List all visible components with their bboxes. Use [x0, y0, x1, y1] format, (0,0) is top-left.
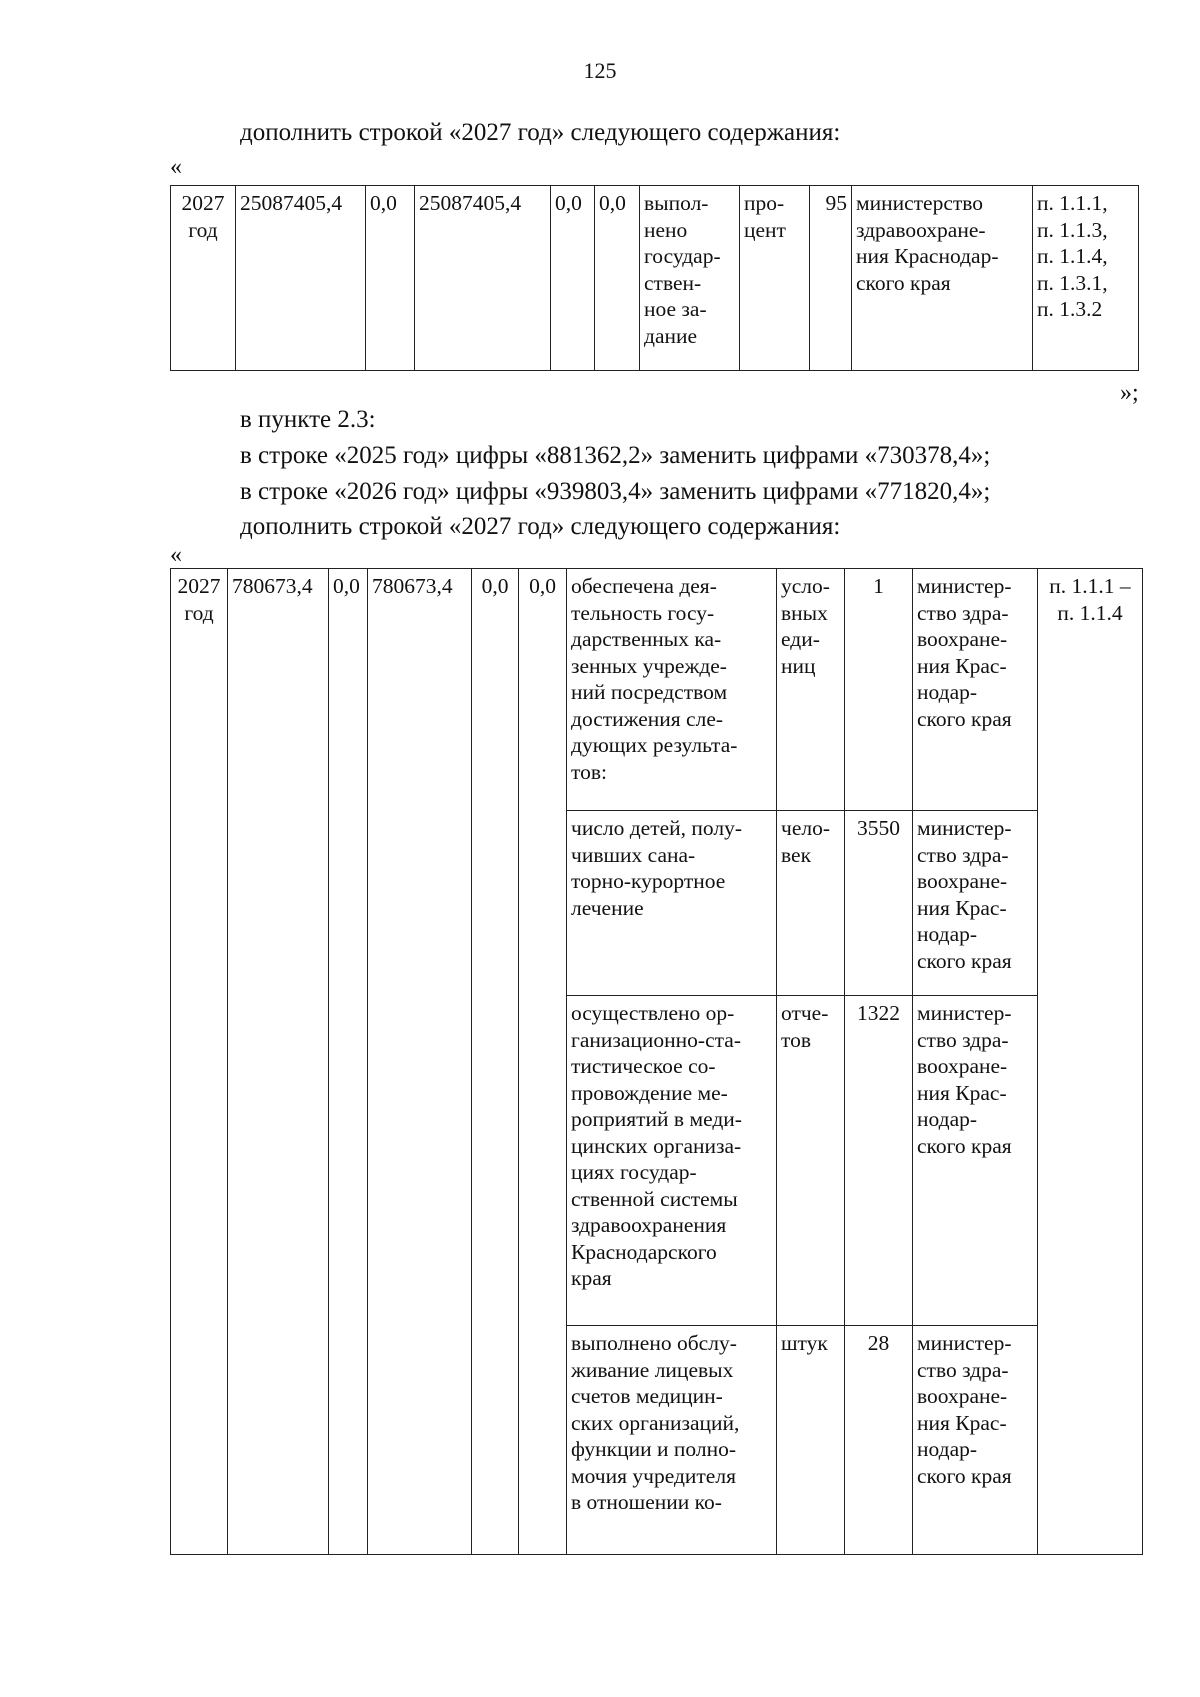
intro-paragraph-1: дополнить строкой «2027 год» следующего содержания:: [240, 119, 841, 146]
unit-cell: отче- тов: [777, 996, 845, 1326]
executor-cell: министер- ство здра- воохране- ния Крас- нодар- ского края: [913, 996, 1038, 1326]
unit-cell: чело- век: [777, 811, 845, 996]
total-cell: 25087405,4: [236, 186, 366, 371]
result-cell: осуществлено ор- ганизационно-ста- тистическое со- провождение ме- роприятий в меди- цинских организа- циях государ- ственной системы здравоохранения Краснодарского края: [567, 996, 777, 1326]
amount-cell-5: 0,0: [595, 186, 640, 371]
result-cell: выполнено обслу- живание лицевых счетов медицин- ских организаций, функции и полно- мочия учредителя в отношении ко-: [567, 1326, 777, 1555]
table-2027-row-2: [170, 568, 1143, 1555]
open-quote-2: «: [170, 542, 182, 568]
result-cell: выпол- нено государ- ствен- ное за- дание: [640, 186, 740, 371]
unit-cell: усло- вных еди- ниц: [777, 569, 845, 811]
value-cell: 1: [845, 569, 913, 811]
reference-cell: п. 1.1.1 – п. 1.1.4: [1038, 569, 1143, 1555]
result-cell: обеспечена дея- тельность госу- дарственных ка- зенных учрежде- ний посредством достижения сле- дующих результа- тов:: [567, 569, 777, 811]
reference-cell: п. 1.1.1, п. 1.1.3, п. 1.1.4, п. 1.3.1, п. 1.3.2: [1033, 186, 1139, 371]
amount-cell-4: 0,0: [551, 186, 595, 371]
amount-cell-3: 780673,4: [368, 569, 472, 1555]
intro-paragraph-2: дополнить строкой «2027 год» следующего содержания:: [240, 513, 841, 540]
amount-cell-3: 25087405,4: [415, 186, 551, 371]
amount-cell-2: 0,0: [329, 569, 368, 1555]
amount-cell-4: 0,0: [472, 569, 519, 1555]
table-2027-row-1: [170, 185, 1139, 371]
unit-cell: про- цент: [740, 186, 810, 371]
value-cell: 1322: [845, 996, 913, 1326]
year-cell: 2027 год: [171, 569, 228, 1555]
value-cell: 3550: [845, 811, 913, 996]
paragraph-point-2-3: в пункте 2.3:: [240, 406, 376, 433]
year-cell: 2027 год: [171, 186, 236, 371]
executor-cell: министерство здравоохране- ния Краснодар- ского края: [852, 186, 1033, 371]
result-cell: число детей, полу- чивших сана- торно-курортное лечение: [567, 811, 777, 996]
executor-cell: министер- ство здра- воохране- ния Крас- нодар- ского края: [913, 569, 1038, 811]
total-cell: 780673,4: [228, 569, 329, 1555]
close-quote-1: »;: [1120, 380, 1139, 406]
amount-cell-5: 0,0: [519, 569, 567, 1555]
value-cell: 28: [845, 1326, 913, 1555]
line-2025-replacement: в строке «2025 год» цифры «881362,2» заменить цифрами «730378,4»;: [240, 442, 991, 469]
unit-cell: штук: [777, 1326, 845, 1555]
executor-cell: министер- ство здра- воохране- ния Крас- нодар- ского края: [913, 811, 1038, 996]
value-cell: 95: [810, 186, 852, 371]
executor-cell: министер- ство здра- воохране- ния Крас- нодар- ского края: [913, 1326, 1038, 1555]
line-2026-replacement: в строке «2026 год» цифры «939803,4» заменить цифрами «771820,4»;: [240, 478, 991, 505]
amount-cell-2: 0,0: [366, 186, 415, 371]
open-quote-1: «: [170, 154, 182, 180]
page-number: 125: [583, 58, 617, 83]
